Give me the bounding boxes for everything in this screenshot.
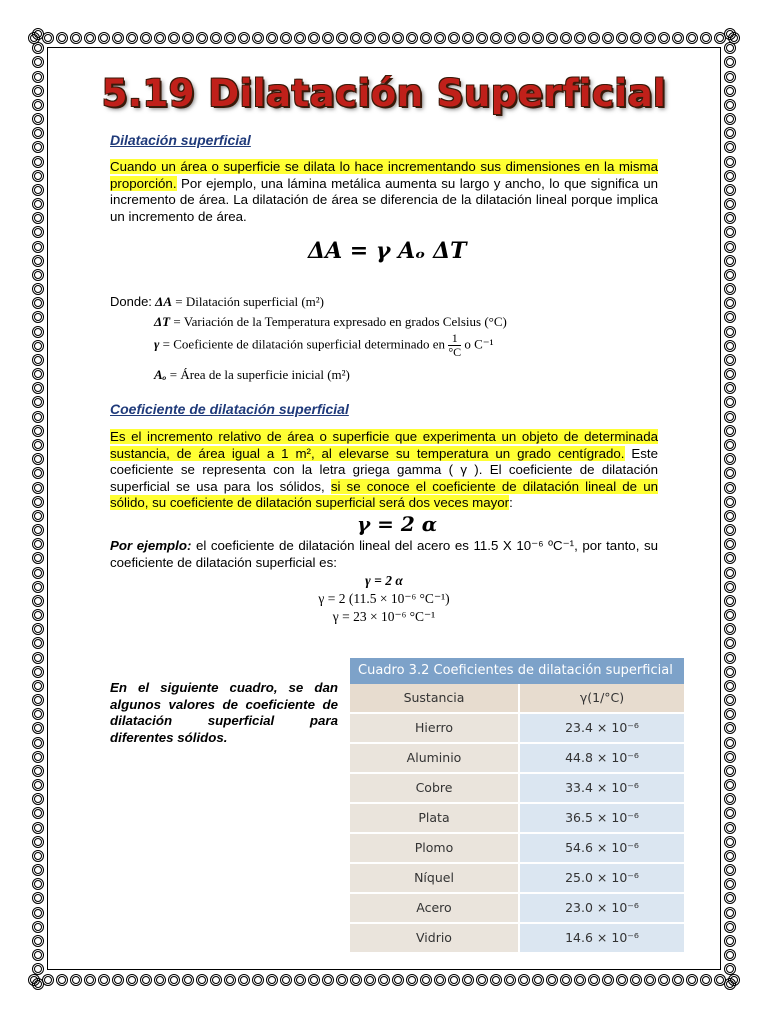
border-ring-icon — [724, 340, 736, 352]
fraction-1-per-celsius: $\frac{1}{^\circ C}$ — [448, 331, 462, 359]
border-ring-icon — [32, 411, 44, 423]
table-caption: Cuadro 3.2 Coeficientes de dilatación superficial — [350, 658, 684, 684]
border-ring-icon — [32, 198, 44, 210]
border-ring-icon — [84, 974, 96, 986]
border-ring-icon — [168, 32, 180, 44]
border-ring-icon — [196, 974, 208, 986]
border-ring-icon — [724, 836, 736, 848]
border-ring-icon — [322, 32, 334, 44]
border-ring-icon — [724, 297, 736, 309]
border-ring-icon — [112, 974, 124, 986]
cell-coefficient: 33.4 × 10⁻⁶ — [520, 774, 684, 802]
border-ring-icon — [32, 978, 44, 990]
border-ring-icon — [182, 32, 194, 44]
cell-coefficient: 54.6 × 10⁻⁶ — [520, 834, 684, 862]
border-ring-icon — [350, 32, 362, 44]
border-ring-icon — [32, 297, 44, 309]
border-ring-icon — [32, 822, 44, 834]
border-ring-icon — [724, 524, 736, 536]
border-ring-icon — [724, 552, 736, 564]
border-ring-icon — [32, 269, 44, 281]
cell-coefficient: 25.0 × 10⁻⁶ — [520, 864, 684, 892]
border-ring-icon — [32, 864, 44, 876]
border-ring-icon — [32, 127, 44, 139]
border-ring-icon — [32, 311, 44, 323]
border-ring-icon — [724, 722, 736, 734]
border-ring-icon — [560, 32, 572, 44]
column-header-gamma: γ(1/°C) — [520, 684, 684, 712]
border-ring-icon — [724, 28, 736, 40]
border-ring-icon — [686, 32, 698, 44]
border-ring-icon — [224, 32, 236, 44]
border-ring-icon — [406, 974, 418, 986]
equation-3: γ = 23 × 10⁻⁶ °C⁻¹ — [332, 609, 436, 624]
border-ring-icon — [32, 241, 44, 253]
border-ring-icon — [32, 510, 44, 522]
border-ring-icon — [126, 974, 138, 986]
border-ring-icon — [644, 974, 656, 986]
border-ring-icon — [70, 974, 82, 986]
border-ring-icon — [378, 32, 390, 44]
border-ring-icon — [546, 974, 558, 986]
cell-substance: Plomo — [350, 834, 520, 862]
border-ring-icon — [252, 974, 264, 986]
border-ring-icon — [724, 737, 736, 749]
border-ring-icon — [724, 496, 736, 508]
border-ring-icon — [32, 637, 44, 649]
border-ring-icon — [724, 269, 736, 281]
border-ring-icon — [490, 974, 502, 986]
border-ring-icon — [140, 32, 152, 44]
border-ring-icon — [724, 850, 736, 862]
border-ring-icon — [724, 411, 736, 423]
table-row — [350, 744, 684, 774]
table-row — [350, 774, 684, 804]
border-ring-icon — [434, 32, 446, 44]
border-ring-icon — [210, 974, 222, 986]
border-ring-icon — [724, 935, 736, 947]
border-ring-icon — [724, 382, 736, 394]
border-ring-icon — [32, 850, 44, 862]
border-ring-icon — [658, 974, 670, 986]
border-ring-icon — [724, 637, 736, 649]
border-ring-icon — [476, 974, 488, 986]
border-ring-icon — [238, 32, 250, 44]
border-ring-icon — [532, 32, 544, 44]
border-ring-icon — [32, 354, 44, 366]
border-ring-icon — [724, 864, 736, 876]
border-ring-icon — [616, 32, 628, 44]
border-ring-icon — [32, 722, 44, 734]
cell-coefficient: 36.5 × 10⁻⁶ — [520, 804, 684, 832]
border-ring-icon — [210, 32, 222, 44]
border-ring-icon — [32, 836, 44, 848]
border-ring-icon — [56, 974, 68, 986]
border-ring-icon — [32, 56, 44, 68]
border-ring-icon — [724, 439, 736, 451]
border-ring-icon — [724, 354, 736, 366]
table-row — [350, 804, 684, 834]
border-ring-icon — [724, 42, 736, 54]
cell-coefficient: 23.4 × 10⁻⁶ — [520, 714, 684, 742]
border-ring-icon — [724, 156, 736, 168]
border-ring-icon — [32, 921, 44, 933]
border-ring-icon — [518, 32, 530, 44]
border-ring-icon — [724, 198, 736, 210]
border-ring-icon — [724, 907, 736, 919]
border-ring-icon — [32, 184, 44, 196]
border-ring-icon — [724, 921, 736, 933]
definition-delta-a: Donde: ΔA = Dilatación superficial (m²) — [110, 294, 325, 309]
border-ring-icon — [378, 974, 390, 986]
border-ring-icon — [294, 32, 306, 44]
section-heading-coeficiente: Coeficiente de dilatación superficial — [110, 401, 349, 417]
border-ring-icon — [462, 974, 474, 986]
border-ring-icon — [504, 32, 516, 44]
table-row — [350, 714, 684, 744]
border-ring-icon — [308, 32, 320, 44]
border-ring-icon — [32, 708, 44, 720]
border-ring-icon — [724, 963, 736, 975]
border-ring-icon — [32, 737, 44, 749]
border-ring-icon — [224, 974, 236, 986]
paragraph-example: Por ejemplo: el coeficiente de dilatación lineal del acero es 11.5 X 10⁻⁶ ºC⁻¹, por tanto, su coeficiente de dilatación superficial es: — [110, 538, 658, 570]
border-ring-icon — [32, 538, 44, 550]
border-ring-icon — [630, 974, 642, 986]
border-ring-icon — [420, 32, 432, 44]
border-ring-icon — [724, 793, 736, 805]
border-ring-icon — [574, 974, 586, 986]
border-ring-icon — [364, 32, 376, 44]
border-ring-icon — [724, 326, 736, 338]
border-ring-icon — [84, 32, 96, 44]
border-ring-icon — [32, 963, 44, 975]
border-ring-icon — [32, 892, 44, 904]
border-ring-icon — [490, 32, 502, 44]
paragraph-coeficiente: Es el incremento relativo de área o superficie que experimenta un objeto de determinada sustancia, de área igual a 1 m², al elevarse su temperatura un grado centígrado. Este coeficiente se representa con la letra griega gamma ( γ ). El coeficiente de dilatación superficial se usa para los sólidos, si se conoce el coeficiente de dilatación lineal de un sólido, su coeficiente de dilatación superficial será dos veces mayor: — [110, 429, 658, 510]
border-ring-icon — [724, 368, 736, 380]
border-ring-icon — [32, 878, 44, 890]
border-ring-icon — [126, 32, 138, 44]
cell-substance: Níquel — [350, 864, 520, 892]
border-ring-icon — [32, 552, 44, 564]
border-ring-icon — [630, 32, 642, 44]
border-ring-icon — [724, 680, 736, 692]
border-ring-icon — [724, 467, 736, 479]
border-ring-icon — [724, 666, 736, 678]
border-ring-icon — [32, 212, 44, 224]
border-ring-icon — [672, 974, 684, 986]
border-ring-icon — [98, 32, 110, 44]
border-ring-icon — [32, 935, 44, 947]
border-ring-icon — [724, 170, 736, 182]
border-ring-icon — [56, 32, 68, 44]
border-ring-icon — [658, 32, 670, 44]
border-ring-icon — [32, 680, 44, 692]
border-ring-icon — [724, 241, 736, 253]
border-ring-icon — [448, 974, 460, 986]
border-ring-icon — [392, 974, 404, 986]
border-ring-icon — [32, 524, 44, 536]
border-ring-icon — [724, 623, 736, 635]
border-left — [28, 28, 48, 990]
border-ring-icon — [196, 32, 208, 44]
border-ring-icon — [724, 255, 736, 267]
border-ring-icon — [724, 396, 736, 408]
border-ring-icon — [32, 666, 44, 678]
border-ring-icon — [32, 496, 44, 508]
border-ring-icon — [560, 974, 572, 986]
border-top — [28, 28, 740, 48]
border-ring-icon — [32, 141, 44, 153]
definition-area-initial: Aₒ = Área de la superficie inicial (m²) — [154, 367, 350, 382]
table-header-row — [350, 684, 684, 714]
border-ring-icon — [588, 32, 600, 44]
border-ring-icon — [644, 32, 656, 44]
border-ring-icon — [724, 212, 736, 224]
border-ring-icon — [602, 974, 614, 986]
border-ring-icon — [724, 425, 736, 437]
border-ring-icon — [672, 32, 684, 44]
border-ring-icon — [32, 326, 44, 338]
border-ring-icon — [32, 283, 44, 295]
border-ring-icon — [724, 652, 736, 664]
cell-coefficient: 23.0 × 10⁻⁶ — [520, 894, 684, 922]
highlighted-text: Cuando un área o superficie se dilata lo hace incrementando sus dimensiones en la misma proporción. — [110, 159, 658, 191]
cell-substance: Cobre — [350, 774, 520, 802]
border-ring-icon — [364, 974, 376, 986]
cell-substance: Plata — [350, 804, 520, 832]
border-ring-icon — [724, 807, 736, 819]
coefficients-table — [350, 658, 684, 954]
border-ring-icon — [252, 32, 264, 44]
border-ring-icon — [420, 974, 432, 986]
table-body — [350, 714, 684, 954]
border-right — [720, 28, 740, 990]
main-formula: ΔA = γ Aₒ ΔT — [308, 238, 467, 264]
border-ring-icon — [308, 974, 320, 986]
border-ring-icon — [32, 396, 44, 408]
border-ring-icon — [392, 32, 404, 44]
paragraph-text: Por ejemplo, una lámina metálica aumenta su largo y ancho, lo que significa un incremento de área. La dilatación de área se diferencia de la dilatación lineal porque implica un incremento de área. — [110, 175, 658, 224]
border-ring-icon — [112, 32, 124, 44]
border-ring-icon — [32, 28, 44, 40]
border-ring-icon — [350, 974, 362, 986]
border-ring-icon — [32, 949, 44, 961]
border-ring-icon — [32, 793, 44, 805]
side-note: En el siguiente cuadro, se dan algunos valores de coeficiente de dilatación superficial para diferentes sólidos. — [110, 680, 338, 745]
border-ring-icon — [546, 32, 558, 44]
border-ring-icon — [724, 779, 736, 791]
border-ring-icon — [724, 226, 736, 238]
border-ring-icon — [724, 510, 736, 522]
border-ring-icon — [32, 467, 44, 479]
border-ring-icon — [724, 751, 736, 763]
border-ring-icon — [32, 482, 44, 494]
border-ring-icon — [280, 974, 292, 986]
border-ring-icon — [182, 974, 194, 986]
border-ring-icon — [32, 907, 44, 919]
section-heading-dilatacion: Dilatación superficial — [110, 132, 251, 148]
border-ring-icon — [294, 974, 306, 986]
border-ring-icon — [724, 878, 736, 890]
border-ring-icon — [32, 382, 44, 394]
border-ring-icon — [98, 974, 110, 986]
border-ring-icon — [336, 32, 348, 44]
border-ring-icon — [32, 779, 44, 791]
border-ring-icon — [140, 974, 152, 986]
border-ring-icon — [32, 226, 44, 238]
border-ring-icon — [336, 974, 348, 986]
border-ring-icon — [518, 974, 530, 986]
definition-delta-t: ΔT = Variación de la Temperatura expresado en grados Celsius (°C) — [154, 314, 507, 329]
border-ring-icon — [32, 453, 44, 465]
border-ring-icon — [280, 32, 292, 44]
border-ring-icon — [616, 974, 628, 986]
border-ring-icon — [154, 32, 166, 44]
cell-substance: Acero — [350, 894, 520, 922]
border-ring-icon — [504, 974, 516, 986]
cell-coefficient: 14.6 × 10⁻⁶ — [520, 924, 684, 952]
border-ring-icon — [266, 32, 278, 44]
border-ring-icon — [724, 141, 736, 153]
border-ring-icon — [724, 822, 736, 834]
border-ring-icon — [32, 425, 44, 437]
gamma-formula: γ = 2 α — [357, 512, 438, 536]
border-ring-icon — [724, 56, 736, 68]
border-ring-icon — [700, 974, 712, 986]
page-title: 5.19 Dilatación Superficial — [101, 72, 667, 115]
border-ring-icon — [574, 32, 586, 44]
border-ring-icon — [724, 453, 736, 465]
border-ring-icon — [602, 32, 614, 44]
table-row — [350, 834, 684, 864]
border-ring-icon — [724, 708, 736, 720]
column-header-sustancia: Sustancia — [350, 684, 520, 712]
border-ring-icon — [238, 974, 250, 986]
border-ring-icon — [724, 283, 736, 295]
table-row — [350, 864, 684, 894]
border-bottom — [28, 970, 740, 990]
border-ring-icon — [266, 974, 278, 986]
border-ring-icon — [32, 156, 44, 168]
border-ring-icon — [168, 974, 180, 986]
border-ring-icon — [406, 32, 418, 44]
border-ring-icon — [476, 32, 488, 44]
border-ring-icon — [32, 368, 44, 380]
equation-1: γ = 2 α — [365, 573, 403, 588]
border-ring-icon — [724, 949, 736, 961]
border-ring-icon — [700, 32, 712, 44]
border-ring-icon — [724, 311, 736, 323]
border-ring-icon — [32, 623, 44, 635]
border-ring-icon — [588, 974, 600, 986]
border-ring-icon — [724, 127, 736, 139]
cell-substance: Aluminio — [350, 744, 520, 772]
border-ring-icon — [724, 538, 736, 550]
cell-substance: Vidrio — [350, 924, 520, 952]
border-ring-icon — [724, 978, 736, 990]
table-row — [350, 894, 684, 924]
definition-gamma: γ = Coeficiente de dilatación superficial determinado en $\frac{1}{^\circ C}$ o C⁻¹ — [154, 331, 494, 359]
border-ring-icon — [724, 892, 736, 904]
paragraph-intro — [110, 159, 658, 225]
border-ring-icon — [32, 255, 44, 267]
table-row — [350, 924, 684, 954]
border-ring-icon — [32, 751, 44, 763]
border-ring-icon — [32, 765, 44, 777]
border-ring-icon — [32, 42, 44, 54]
cell-coefficient: 44.8 × 10⁻⁶ — [520, 744, 684, 772]
border-ring-icon — [434, 974, 446, 986]
border-ring-icon — [724, 694, 736, 706]
border-ring-icon — [532, 974, 544, 986]
border-ring-icon — [70, 32, 82, 44]
border-ring-icon — [448, 32, 460, 44]
cell-substance: Hierro — [350, 714, 520, 742]
border-ring-icon — [154, 974, 166, 986]
border-ring-icon — [724, 482, 736, 494]
border-ring-icon — [686, 974, 698, 986]
border-ring-icon — [32, 694, 44, 706]
border-ring-icon — [724, 184, 736, 196]
border-ring-icon — [32, 439, 44, 451]
border-ring-icon — [322, 974, 334, 986]
equation-2: γ = 2 (11.5 × 10⁻⁶ °C⁻¹) — [318, 591, 450, 606]
border-ring-icon — [724, 765, 736, 777]
border-ring-icon — [32, 807, 44, 819]
border-ring-icon — [32, 170, 44, 182]
border-ring-icon — [32, 340, 44, 352]
border-ring-icon — [32, 652, 44, 664]
border-ring-icon — [462, 32, 474, 44]
